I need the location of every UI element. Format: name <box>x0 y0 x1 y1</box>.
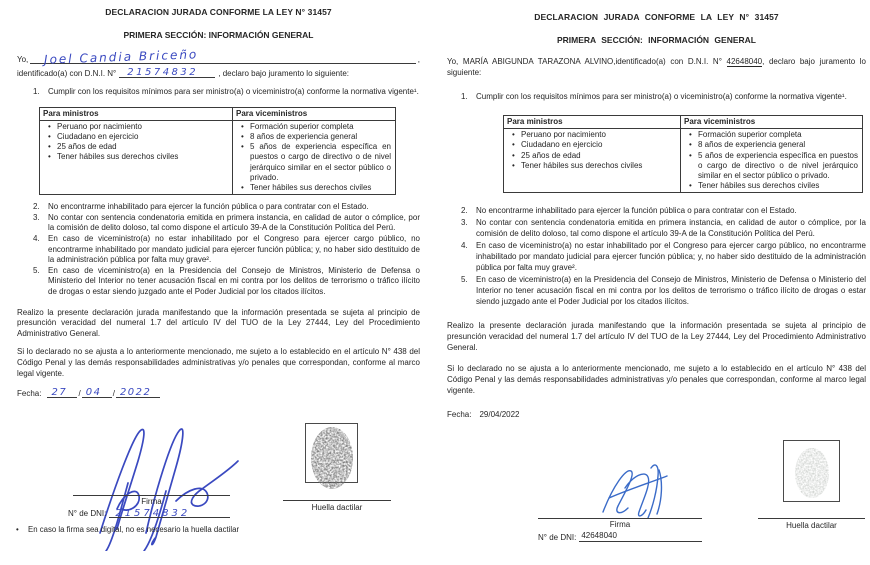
list-item: • Peruano por nacimiento <box>43 122 229 132</box>
table-body-row <box>504 129 863 193</box>
dni-blank-line <box>119 65 215 78</box>
huella-label: Huella dactilar <box>311 503 363 512</box>
date-separator: / <box>78 389 81 399</box>
declarant-paragraph <box>447 56 866 78</box>
list-item-1 <box>17 87 420 98</box>
dni-signature-row <box>538 529 702 542</box>
fingerprint-box <box>305 423 358 483</box>
list-item-5: 5. En caso de viceministro(a) en la Presidencia del Consejo de Ministros, Ministerio de Defensa o Ministerio del Interior no tener acusación fiscal en mi contra por los delitos de terrorismo o tráfico ilícito de drogas o estar siendo juzgado ante el Poder Judicial por los citados ilícitos. <box>33 265 420 296</box>
item-number: 2. <box>461 206 468 216</box>
list-item: • Tener hábiles sus derechos civiles <box>684 181 859 191</box>
date-separator: / <box>112 389 115 399</box>
bullet-icon: • <box>48 132 51 141</box>
list-item: • Tener hábiles sus derechos civiles <box>236 183 392 193</box>
bullet-icon: • <box>512 150 515 160</box>
list-item: • Tener hábiles sus derechos civiles <box>507 161 677 171</box>
huella-line <box>283 500 391 501</box>
handwritten-dni-bottom: 21574832 <box>115 508 191 519</box>
list-item: • 5 años de experiencia específica en puestos o cargo de directivo o de nivel jerárquico similar en el sector público o privado. <box>684 151 859 182</box>
item-number: 5. <box>33 265 40 275</box>
signature-block <box>435 435 870 565</box>
document-title: DECLARACION JURADA CONFORME LA LEY N° 31457 <box>105 7 332 17</box>
fingerprint <box>301 420 363 498</box>
dni-prefix-text: ,identificado(a) con D.N.I. N° <box>613 57 722 66</box>
dni-signature-row <box>68 505 230 518</box>
dni-suffix-text: , declaro bajo juramento lo siguiente: <box>447 57 866 77</box>
dni-signature-blank <box>579 530 702 542</box>
section-heading: PRIMERA SECCIÓN: INFORMACIÓN GENERAL <box>557 35 756 45</box>
list-item: • Tener hábiles sus derechos civiles <box>43 152 229 162</box>
fingerprint-box <box>783 440 840 502</box>
list-item: • 8 años de experiencia general <box>236 132 392 142</box>
list-item-2: 2. No encontrarme inhabilitado para ejercer la función pública o para contratar con el Estado. <box>33 202 369 212</box>
bullet-icon: • <box>48 121 51 131</box>
list-item: • 5 años de experiencia específica en puestos o cargo de directivo o de nivel jerárquico similar en el sector público o privado. <box>236 142 392 183</box>
firma-label: Firma <box>609 520 631 529</box>
ministros-cell <box>40 120 233 194</box>
list-item: • Ciudadano en ejercicio <box>43 132 229 142</box>
item-text: Cumplir con los requisitos mínimos para ser ministro(a) o viceministro(a) conforme la normativa vigente¹. <box>476 92 847 101</box>
list-item-4: 4. En caso de viceministro(a) no estar inhabilitado por el Congreso para ejercer cargo público, no encontrarme inhabilitado por mandato judicial para ejercer función pública; y, no haber sido destituido de la administración pública por falta muy grave². <box>33 234 420 265</box>
declaration-paragraph: Realizo la presente declaración jurada manifestando que la información presentada se sujeta al principio de presunción veracidad del numeral 1.7 del artículo IV del TUO de la Ley 27444, Ley del Procedimiento Administrativo General. <box>447 321 866 353</box>
handwritten-signature <box>593 460 685 526</box>
footnote-text: En caso la firma sea digital, no es necesario la huella dactilar <box>28 525 240 534</box>
table-header-row <box>40 107 396 120</box>
huella-line <box>758 518 865 519</box>
list-item: • 25 años de edad <box>43 142 229 152</box>
declarant-name-line <box>17 47 420 67</box>
dni-label: N° de DNI: <box>68 509 107 518</box>
section-heading: PRIMERA SECCIÓN: INFORMACIÓN GENERAL <box>123 30 314 40</box>
list-item-1 <box>447 91 866 102</box>
signature-line <box>73 495 230 496</box>
viceministros-cell <box>233 120 396 194</box>
bullet-icon: • <box>241 132 244 141</box>
handwritten-dni: 21574832 <box>127 67 199 78</box>
penalty-paragraph: Si lo declarado no se ajusta a lo anteriormente mencionado, me sujeto a lo establecido en el artículo N° 438 del Código Penal y las demás responsabilidades administrativas y/o penales que correspondan, conforme al marco legal vigente. <box>447 364 866 396</box>
list-item-2: 2. No encontrarme inhabilitado para ejercer la función pública o para contratar con el Estado. <box>461 206 797 216</box>
handwritten-day: 27 <box>51 387 68 399</box>
list-item: • 8 años de experiencia general <box>684 140 859 150</box>
bullet-icon: • <box>512 160 515 170</box>
date-line <box>447 410 866 419</box>
date-label: Fecha: <box>17 389 42 399</box>
bullet-icon: • <box>689 150 692 160</box>
huella-label: Huella dactilar <box>786 521 837 530</box>
item-number: 1. <box>461 92 468 101</box>
item-number: 1. <box>33 87 40 96</box>
requirements-table <box>503 115 863 193</box>
bullet-icon: • <box>241 183 244 193</box>
list-item: • Formación superior completa <box>684 130 859 140</box>
bullet-icon: • <box>689 130 692 140</box>
list-item: • 25 años de edad <box>507 151 677 161</box>
bullet-icon: • <box>689 140 692 150</box>
date-month-blank <box>82 386 112 398</box>
declaration-document-left <box>0 0 435 550</box>
item-number: 3. <box>461 218 468 228</box>
dni-label: N° de DNI: <box>538 533 577 542</box>
list-item-4: 4. En caso de viceministro(a) no estar inhabilitado por el Congreso para ejercer cargo público, no encontrarme inhabilitado por mandato judicial para ejercer función pública; y, no haber sido destituido de la administración pública por falta muy grave². <box>461 241 866 273</box>
fingerprint <box>788 445 836 503</box>
bullet-icon: • <box>512 140 515 150</box>
item-number: 4. <box>461 241 468 251</box>
date-value: 29/04/2022 <box>479 410 520 420</box>
item-text: Cumplir con los requisitos mínimos para ser ministro(a) o viceministro(a) conforme la normativa vigente¹. <box>48 87 419 96</box>
item-number: 4. <box>33 234 40 243</box>
document-title: DECLARACION JURADA CONFORME LA LEY N° 31457 <box>534 12 779 22</box>
dni-value-bottom: 42648040 <box>581 531 617 540</box>
dni-value: 42648040 <box>726 57 763 66</box>
column-header-ministros: Para ministros <box>40 107 233 120</box>
column-header-viceministros: Para viceministros <box>681 116 863 129</box>
list-item: • Ciudadano en ejercicio <box>507 140 677 150</box>
numbered-list <box>17 202 420 297</box>
declaration-document-right <box>435 0 870 550</box>
dni-signature-blank <box>109 506 230 518</box>
table-body-row <box>40 120 396 194</box>
signature-line <box>538 518 702 519</box>
date-line <box>17 384 420 398</box>
name-blank-line <box>30 47 415 67</box>
trailing-comma: , <box>417 55 420 64</box>
dni-suffix-text: , declaro bajo juramento lo siguiente: <box>218 69 349 78</box>
viceministros-cell <box>681 129 863 193</box>
item-number: 5. <box>461 275 468 285</box>
date-label: Fecha: <box>447 410 472 420</box>
dni-prefix-text: identificado(a) con D.N.I. N° <box>17 69 117 78</box>
requirements-table <box>39 107 396 196</box>
list-item: • Formación superior completa <box>236 122 392 132</box>
bullet-icon: • <box>241 142 244 152</box>
list-item-5: 5. En caso de viceministro(a) en la Presidencia del Consejo de Ministros, Ministerio de Defensa o Ministerio del Interior no tener acusación fiscal en mi contra por los delitos de terrorismo o tráfico ilícito de drogas o estar siendo juzgado ante el Poder Judicial por los citados ilícitos. <box>461 275 866 307</box>
date-day-blank <box>47 386 77 398</box>
item-number: 2. <box>33 202 40 212</box>
item-number: 3. <box>33 212 40 222</box>
column-header-viceministros: Para viceministros <box>233 107 396 120</box>
signature-block <box>0 423 435 553</box>
column-header-ministros: Para ministros <box>504 116 681 129</box>
declarant-name: MARÍA ABIGUNDA TARAZONA ALVINO <box>462 57 614 66</box>
penalty-paragraph: Si lo declarado no se ajusta a lo anteriormente mencionado, me sujeto a lo establecido en el artículo N° 438 del Código Penal y las demás responsabilidades administrativas y/o penales que correspondan, conforme al marco legal vigente. <box>17 347 420 378</box>
handwritten-year: 2022 <box>119 387 152 399</box>
bullet-icon: • <box>48 152 51 162</box>
dni-line <box>17 66 420 78</box>
handwritten-month: 04 <box>85 387 102 399</box>
list-item: • Peruano por nacimiento <box>507 130 677 140</box>
yo-label: Yo, <box>17 55 29 64</box>
numbered-list <box>447 205 866 307</box>
firma-label: Firma <box>141 497 162 506</box>
handwritten-name: Joel Candia Briceño <box>44 47 199 67</box>
bullet-icon: • <box>689 181 692 191</box>
list-item-3: 3. No contar con sentencia condenatoria emitida en primera instancia, en calidad de autor o cómplice, por la comisión de delito doloso, tal como dispone el artículo 39-A de la Constitución Política del Perú. <box>461 218 866 239</box>
ministros-cell <box>504 129 681 193</box>
bullet-icon: • <box>241 121 244 131</box>
table-header-row <box>504 116 863 129</box>
digital-signature-footnote <box>16 525 316 534</box>
bullet-icon: • <box>16 525 19 534</box>
yo-label: Yo, <box>447 57 459 66</box>
date-year-blank <box>116 386 160 398</box>
declaration-paragraph: Realizo la presente declaración jurada manifestando que la información presentada se sujeta al principio de presunción veracidad del numeral 1.7 del artículo IV del TUO de la Ley 27444, Ley del Procedimiento Administrativo General. <box>17 307 420 338</box>
bullet-icon: • <box>512 130 515 140</box>
list-item-3: 3. No contar con sentencia condenatoria emitida en primera instancia, en calidad de autor o cómplice, por la comisión de delito doloso, tal como dispone el artículo 39-A de la Constitución Política del Perú. <box>33 212 420 233</box>
bullet-icon: • <box>48 142 51 152</box>
